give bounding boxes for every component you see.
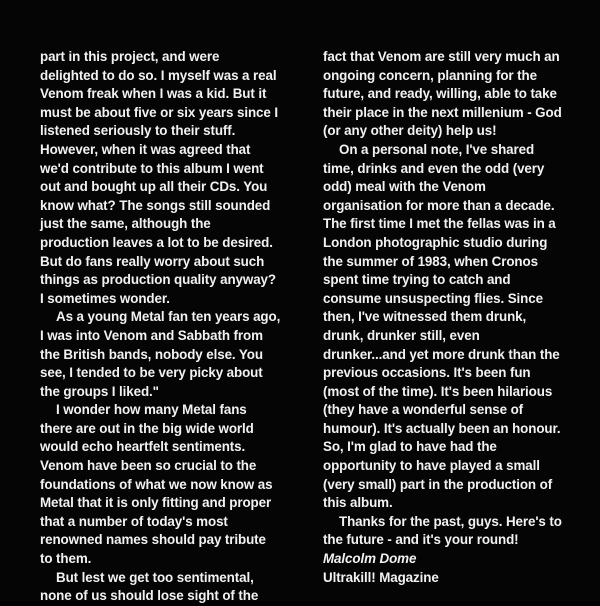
text-line: drunker...and yet more drunk than the — [323, 346, 560, 362]
text-line: time, drinks and even the odd (very — [323, 160, 545, 176]
text-line: spent time trying to catch and — [323, 272, 511, 288]
text-line: we'd contribute to this album I went — [40, 160, 264, 176]
text-line: opportunity to have played a small — [323, 458, 540, 474]
text-line: I was into Venom and Sabbath from — [40, 327, 263, 343]
text-line: Venom have been so crucial to the — [40, 458, 257, 474]
text-line: the future - and it's your round! — [323, 532, 519, 548]
text-line: renowned names should pay tribute — [40, 532, 266, 548]
paragraph-start-line: But lest we get too sentimental, — [56, 569, 254, 585]
text-line: But do fans really worry about such — [40, 253, 265, 269]
text-line: consume unsuspecting flies. Since — [323, 290, 543, 306]
text-line: I sometimes wonder. — [40, 290, 170, 306]
text-line: know what? The songs still sounded — [40, 197, 271, 213]
author-signature: Malcolm Dome — [323, 551, 417, 567]
text-line: (or any other deity) help us! — [323, 123, 497, 139]
text-line: listened seriously to their stuff. — [40, 123, 236, 139]
text-line: London photographic studio during — [323, 234, 548, 250]
text-line: see, I tended to be very picky about — [40, 365, 263, 381]
text-line: none of us should lose sight of the — [40, 588, 259, 604]
text-line: fact that Venom are still very much an — [323, 49, 560, 64]
paragraph-start-line: I wonder how many Metal fans — [56, 402, 247, 418]
text-line: However, when it was agreed that — [40, 141, 251, 157]
text-line: future, and ready, willing, able to take — [323, 86, 557, 102]
text-line: Metal that it is only fitting and proper — [40, 495, 272, 511]
text-line: there are out in the big wide world — [40, 420, 254, 436]
text-line: this album. — [323, 495, 393, 511]
text-line: production leaves a lot to be desired. — [40, 234, 273, 250]
text-line: to them. — [40, 551, 92, 567]
text-line: would echo heartfelt sentiments. — [40, 439, 246, 455]
paragraph-start-line: Thanks for the past, guys. Here's to — [339, 513, 562, 529]
text-line: their place in the next millenium - God — [323, 104, 562, 120]
text-line: the summer of 1983, when Cronos — [323, 253, 538, 269]
text-line: delighted to do so. I myself was a real — [40, 67, 277, 83]
text-line: foundations of what we now know as — [40, 476, 273, 492]
text-line: (most of the time). It's been hilarious — [323, 383, 553, 399]
text-line: out and bought up all their CDs. You — [40, 179, 268, 195]
right-text-column — [323, 48, 585, 587]
text-line: organisation for more than a decade. — [323, 197, 555, 213]
text-line: previous occasions. It's been fun — [323, 365, 531, 381]
text-line: Venom freak when I was a kid. But it — [40, 86, 267, 102]
text-line: part in this project, and were — [40, 49, 220, 64]
paragraph-start-line: As a young Metal fan ten years ago, — [56, 309, 281, 325]
text-line: must be about five or six years since I — [40, 104, 278, 120]
text-line: (very small) part in the production of — [323, 476, 553, 492]
text-line: drunk, drunker still, even — [323, 327, 480, 343]
text-line: just the same, although the — [40, 216, 211, 232]
text-line: the groups I liked." — [40, 383, 159, 399]
text-line: humour). It's actually been an honour. — [323, 420, 561, 436]
text-line: (they have a wonderful sense of — [323, 402, 524, 418]
text-line: So, I'm glad to have had the — [323, 439, 497, 455]
text-line: that a number of today's most — [40, 513, 228, 529]
left-text-column — [40, 48, 298, 606]
text-line: The first time I met the fellas was in a — [323, 216, 556, 232]
publication-name: Ultrakill! Magazine — [323, 569, 439, 585]
text-line: odd) meal with the Venom — [323, 179, 486, 195]
paragraph-start-line: On a personal note, I've shared — [339, 141, 535, 157]
text-line: ongoing concern, planning for the — [323, 67, 537, 83]
text-line: the British bands, nobody else. You — [40, 346, 263, 362]
text-line: things as production quality anyway? — [40, 272, 276, 288]
text-line: then, I've witnessed them drunk, — [323, 309, 527, 325]
